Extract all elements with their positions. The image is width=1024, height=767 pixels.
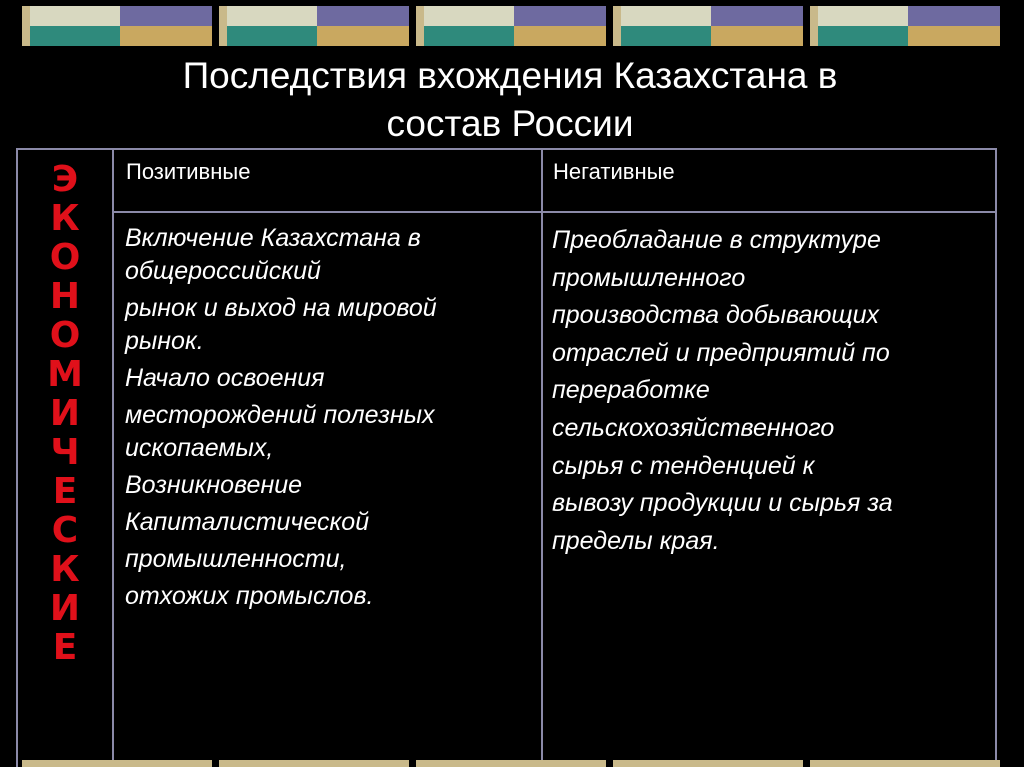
negative-line: переработке [552, 376, 710, 405]
row-label-letter: О [49, 315, 81, 356]
slide-title [60, 52, 960, 148]
positive-consequences-cell [125, 222, 535, 613]
row-label-letter: Е [52, 471, 78, 512]
negative-line: сырья с тенденцией к [552, 451, 815, 480]
decoration-block [219, 6, 409, 46]
decoration-block [416, 760, 606, 767]
row-label-letter: Э [51, 159, 79, 200]
positive-line: общероссийский [125, 257, 321, 285]
column-header-positive: Позитивные [126, 159, 251, 184]
row-label-letter: С [51, 510, 79, 551]
negative-consequences-cell [552, 222, 992, 560]
row-label-letter: К [50, 549, 80, 590]
decoration-block [613, 760, 803, 767]
negative-line: вывозу продукции и сырья за [552, 489, 893, 518]
negative-line: отраслей и предприятий по [552, 338, 890, 367]
positive-line: Возникновение [125, 471, 303, 499]
decoration-block [810, 6, 1000, 46]
slide-title-line-1: Последствия вхождения Казахстана в [182, 55, 838, 96]
decoration-block [22, 760, 212, 767]
row-label-letter: К [50, 198, 80, 239]
positive-line: рынок и выход на мировой [125, 294, 437, 322]
slide-title-line-2: состав России [386, 103, 634, 144]
positive-line: отхожих промыслов. [125, 582, 374, 610]
positive-line: месторождений полезных [125, 401, 435, 429]
row-label-letter: Ч [50, 432, 80, 473]
positive-line: рынок. [125, 327, 204, 355]
row-label-letter: М [47, 354, 83, 395]
positive-line: Капиталистической [125, 508, 370, 536]
positive-line: ископаемых, [125, 434, 274, 462]
table-divider [541, 148, 543, 767]
row-label-letter: Е [52, 627, 78, 668]
column-header-negative: Негативные [553, 159, 675, 184]
positive-line: промышленности, [125, 545, 347, 573]
row-label-letter: О [49, 237, 81, 278]
decoration-block [810, 760, 1000, 767]
decoration-block [613, 6, 803, 46]
row-label-letter: И [49, 393, 81, 434]
table-header-divider [113, 211, 997, 213]
row-label-letter: Н [49, 276, 81, 317]
row-label-letter: И [49, 588, 81, 629]
decoration-block [219, 760, 409, 767]
positive-line: Начало освоения [125, 364, 325, 392]
negative-line: Преобладание в структуре [552, 226, 881, 254]
decoration-block [22, 6, 212, 46]
negative-line: производства добывающих [552, 301, 880, 330]
negative-line: сельскохозяйственного [552, 413, 835, 442]
row-label-economic [20, 160, 110, 667]
negative-line: промышленного [552, 263, 746, 292]
top-decoration-band [0, 6, 1024, 46]
bottom-decoration-band [0, 760, 1024, 767]
positive-line: Включение Казахстана в [125, 224, 421, 252]
decoration-block [416, 6, 606, 46]
negative-line: пределы края. [552, 526, 720, 555]
table-divider [112, 148, 114, 767]
